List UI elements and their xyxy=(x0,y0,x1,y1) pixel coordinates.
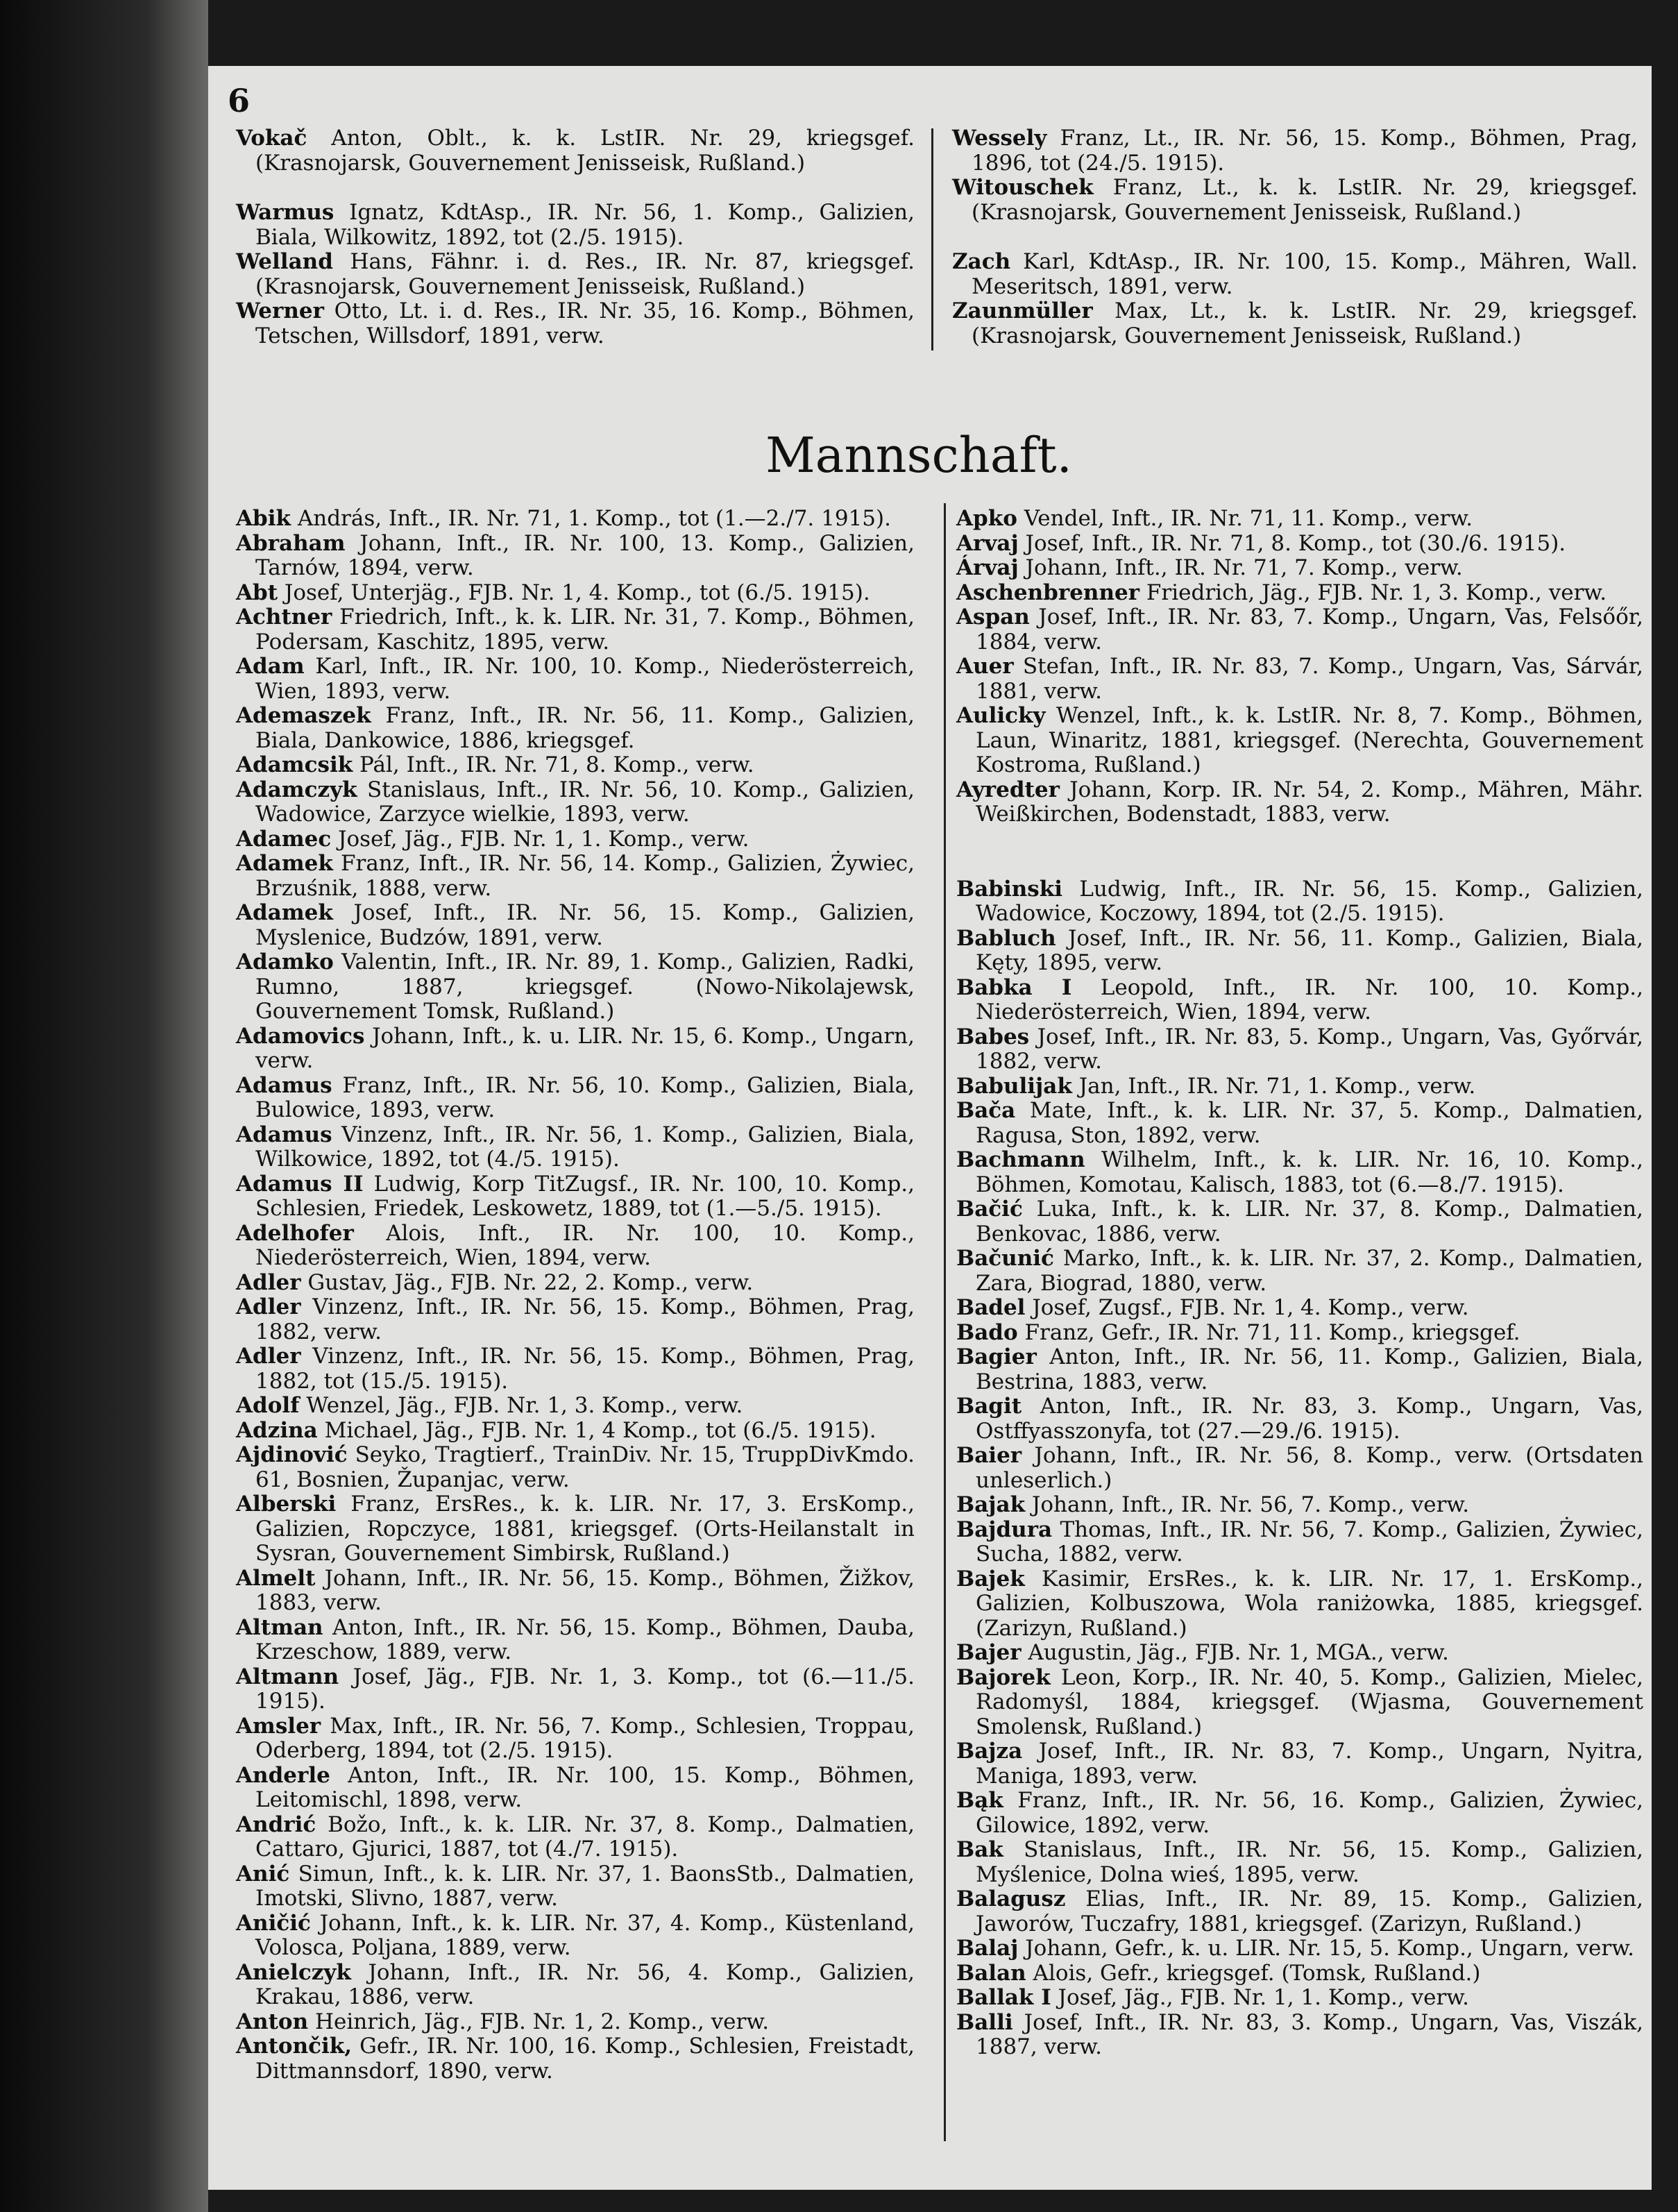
entry-surname: Zach xyxy=(952,249,1011,274)
entry-details: Michael, Jäg., FJB. Nr. 1, 4 Komp., tot (6./5. 1915). xyxy=(317,1417,876,1443)
entry-surname: Adamko xyxy=(236,949,334,974)
entry-details: Vendel, Inft., IR. Nr. 71, 11. Komp., verw. xyxy=(1017,506,1473,531)
roster-entry xyxy=(956,532,1643,557)
entry-details: Johann, Inft., k. k. LIR. Nr. 37, 4. Komp., Küstenland, Volosca, Poljana, 1889, verw. xyxy=(255,1910,915,1960)
entry-surname: Achtner xyxy=(236,605,332,630)
roster-entry xyxy=(956,1345,1643,1394)
entry-details: Josef, Inft., IR. Nr. 56, 11. Komp., Galizien, Biala, Kęty, 1895, verw. xyxy=(976,925,1643,975)
roster-entry xyxy=(956,1444,1643,1493)
entry-details: Johann, Inft., IR. Nr. 56, 15. Komp., Böhmen, Žižkov, 1883, verw. xyxy=(255,1565,915,1615)
entry-surname: Altmann xyxy=(236,1664,339,1689)
roster-entry xyxy=(956,581,1643,606)
entry-surname: Adamus II xyxy=(236,1171,364,1197)
roster-entry xyxy=(236,605,915,655)
entry-details: Stefan, Inft., IR. Nr. 83, 7. Komp., Ungarn, Vas, Sárvár, 1881, verw. xyxy=(976,654,1643,704)
entry-surname: Adamcsik xyxy=(236,752,353,777)
entry-details: Karl, KdtAsp., IR. Nr. 100, 15. Komp., Mähren, Wall. Meseritsch, 1891, verw. xyxy=(972,249,1638,299)
entry-surname: Adamec xyxy=(236,826,332,852)
entry-surname: Alberski xyxy=(236,1492,337,1517)
roster-entry xyxy=(236,1862,915,1911)
roster-entry xyxy=(956,1025,1643,1074)
roster-entry xyxy=(956,1148,1643,1197)
roster-entry xyxy=(236,250,915,299)
entry-surname: Wessely xyxy=(952,126,1047,151)
entry-surname: Vokač xyxy=(236,126,307,151)
entry-surname: Adler xyxy=(236,1269,301,1295)
entry-details: Wilhelm, Inft., k. k. LIR. Nr. 16, 10. Komp., Böhmen, Komotau, Kalisch, 1883, tot (6.—8./7. 1915). xyxy=(976,1147,1643,1197)
roster-entry xyxy=(236,1714,915,1764)
roster-entry xyxy=(236,1295,915,1344)
roster-entry xyxy=(956,1099,1643,1148)
entry-surname: Baier xyxy=(956,1443,1022,1468)
entry-details: Johann, Inft., IR. Nr. 56, 7. Komp., verw. xyxy=(1025,1492,1470,1517)
entry-surname: Abik xyxy=(236,506,291,531)
entry-surname: Welland xyxy=(236,249,333,274)
entry-gap xyxy=(952,225,1638,250)
entry-details: Alois, Gefr., kriegsgef. (Tomsk, Rußland.) xyxy=(1026,1960,1481,1986)
roster-entry xyxy=(956,1936,1643,1961)
entry-surname: Bajorek xyxy=(956,1664,1051,1690)
roster-entry xyxy=(952,126,1638,176)
roster-entry xyxy=(956,1296,1643,1321)
entry-surname: Babulijak xyxy=(956,1073,1072,1099)
entry-surname: Bado xyxy=(956,1319,1018,1345)
entry-details: Franz, Lt., k. k. LstIR. Nr. 29, kriegsgef. (Krasnojarsk, Gouvernement Jenisseisk, Rußland.) xyxy=(972,175,1638,225)
roster-entry xyxy=(236,1443,915,1492)
entry-surname: Ballak I xyxy=(956,1985,1051,2010)
entry-details: Stanislaus, Inft., IR. Nr. 56, 10. Komp., Galizien, Wadowice, Zarzyce wielkie, 1893, verw. xyxy=(255,777,915,827)
entry-surname: Apko xyxy=(956,506,1017,531)
entry-surname: Almelt xyxy=(236,1565,316,1591)
entry-details: Seyko, Tragtierf., TrainDiv. Nr. 15, TruppDivKmdo. 61, Bosnien, Županjac, verw. xyxy=(255,1442,915,1492)
entry-surname: Bačunić xyxy=(956,1246,1054,1271)
roster-entry xyxy=(236,778,915,827)
entry-details: Johann, Inft., IR. Nr. 56, 8. Komp., verw. (Ortsdaten unleserlich.) xyxy=(976,1443,1643,1493)
roster-entry xyxy=(236,2034,915,2084)
entry-surname: Werner xyxy=(236,298,324,323)
entry-details: Elias, Inft., IR. Nr. 89, 15. Komp., Galizien, Jaworów, Tuczafry, 1881, kriegsgef. (Zarizyn, Rußland.) xyxy=(976,1886,1643,1936)
entry-details: Vinzenz, Inft., IR. Nr. 56, 15. Komp., Böhmen, Prag, 1882, verw. xyxy=(255,1294,915,1344)
entry-surname: Bajak xyxy=(956,1492,1026,1517)
entry-surname: Warmus xyxy=(236,200,334,225)
entry-details: Johann, Gefr., k. u. LIR. Nr. 15, 5. Komp., Ungarn, verw. xyxy=(1018,1936,1634,1961)
entry-surname: Anderle xyxy=(236,1762,330,1788)
roster-entry xyxy=(956,1247,1643,1296)
entry-details: Ludwig, Korp TitZugsf., IR. Nr. 100, 10. Komp., Schlesien, Friedek, Leskowetz, 1889, tot (1.—5./5. 1915). xyxy=(255,1171,915,1221)
entry-details: Vinzenz, Inft., IR. Nr. 56, 1. Komp., Galizien, Biala, Wilkowice, 1892, tot (4./5. 1915). xyxy=(255,1122,915,1172)
entry-details: Franz, ErsRes., k. k. LIR. Nr. 17, 3. ErsKomp., Galizien, Ropczyce, 1881, kriegsgef. (Orts-Heilanstalt in Sysran, Gouvernement Simbirsk, Rußland.) xyxy=(255,1492,915,1566)
entry-surname: Adamek xyxy=(236,900,333,925)
entry-surname: Andrić xyxy=(236,1812,316,1837)
entry-surname: Balaj xyxy=(956,1936,1019,1961)
entry-surname: Anton xyxy=(236,2009,309,2034)
entry-surname: Bagier xyxy=(956,1344,1037,1369)
roster-entry xyxy=(236,1567,915,1616)
entry-surname: Adamus xyxy=(236,1122,332,1147)
entry-surname: Anić xyxy=(236,1861,290,1886)
entry-details: Gefr., IR. Nr. 100, 16. Komp., Schlesien, Freistadt, Dittmannsdorf, 1890, verw. xyxy=(255,2034,915,2084)
roster-entry xyxy=(956,1666,1643,1740)
entry-details: Johann, Inft., IR. Nr. 71, 7. Komp., verw. xyxy=(1018,555,1463,580)
entry-surname: Antončik, xyxy=(236,2034,353,2059)
entry-surname: Babluch xyxy=(956,925,1056,951)
entry-details: Johann, Inft., IR. Nr. 100, 13. Komp., Galizien, Tarnów, 1894, verw. xyxy=(255,530,915,580)
entry-details: Anton, Inft., IR. Nr. 56, 11. Komp., Galizien, Biala, Bestrina, 1883, verw. xyxy=(976,1344,1643,1394)
roster-entry xyxy=(956,1986,1643,2011)
entry-surname: Aspan xyxy=(956,605,1030,630)
entry-details: Kasimir, ErsRes., k. k. LIR. Nr. 17, 1. ErsKomp., Galizien, Kolbuszowa, Wola raniżowka, 1885, kriegsgef. (Zarizyn, Rußland.) xyxy=(976,1566,1643,1641)
entry-details: Augustin, Jäg., FJB. Nr. 1, MGA., verw. xyxy=(1021,1640,1449,1665)
entry-gap xyxy=(236,176,915,201)
roster-entry xyxy=(236,1665,915,1714)
entry-surname: Adamus xyxy=(236,1072,332,1098)
entry-surname: Babes xyxy=(956,1024,1030,1049)
entry-surname: Balagusz xyxy=(956,1886,1066,1911)
section-title: Mannschaft. xyxy=(765,427,1072,484)
entry-details: Franz, Inft., IR. Nr. 56, 14. Komp., Galizien, Żywiec, Brzuśnik, 1888, verw. xyxy=(255,851,915,901)
roster-entry xyxy=(236,1616,915,1665)
roster-entry xyxy=(236,901,915,950)
roster-entry xyxy=(956,1321,1643,1346)
column-divider-main xyxy=(944,503,946,2141)
entry-details: Josef, Jäg., FJB. Nr. 1, 3. Komp., tot (6.—11./5. 1915). xyxy=(255,1664,915,1714)
entry-details: Karl, Inft., IR. Nr. 100, 10. Komp., Niederösterreich, Wien, 1893, verw. xyxy=(255,654,915,704)
roster-entry xyxy=(236,1074,915,1123)
entry-surname: Ajdinović xyxy=(236,1442,348,1467)
roster-entry xyxy=(236,1172,915,1222)
entry-details: Josef, Jäg., FJB. Nr. 1, 1. Komp., verw. xyxy=(1051,1985,1470,2010)
entry-surname: Babinski xyxy=(956,876,1062,902)
roster-entry xyxy=(952,299,1638,348)
entry-details: András, Inft., IR. Nr. 71, 1. Komp., tot (1.—2./7. 1915). xyxy=(290,506,891,531)
entry-details: Pál, Inft., IR. Nr. 71, 8. Komp., verw. xyxy=(353,752,754,777)
entry-details: Hans, Fähnr. i. d. Res., IR. Nr. 87, kriegsgef. (Krasnojarsk, Gouvernement Jenisseisk, Rußland.) xyxy=(255,249,915,299)
roster-entry xyxy=(956,1394,1643,1444)
entry-surname: Adler xyxy=(236,1344,301,1369)
entry-details: Heinrich, Jäg., FJB. Nr. 1, 2. Komp., verw. xyxy=(308,2009,770,2034)
roster-entry xyxy=(236,581,915,606)
entry-surname: Aschenbrenner xyxy=(956,580,1140,605)
entry-details: Josef, Jäg., FJB. Nr. 1, 1. Komp., verw. xyxy=(331,826,749,852)
entry-details: Stanislaus, Inft., IR. Nr. 56, 15. Komp., Galizien, Myślenice, Dolna wieś, 1895, verw. xyxy=(976,1837,1643,1887)
roster-entry xyxy=(956,1493,1643,1518)
entry-surname: Adolf xyxy=(236,1393,300,1418)
roster-entry xyxy=(236,753,915,778)
entry-details: Luka, Inft., k. k. LIR. Nr. 37, 8. Komp., Dalmatien, Benkovac, 1886, verw. xyxy=(976,1197,1643,1247)
entry-surname: Adler xyxy=(236,1294,301,1319)
roster-entry xyxy=(236,1813,915,1862)
roster-entry xyxy=(956,605,1643,655)
roster-entry xyxy=(952,250,1638,299)
entry-details: Gustav, Jäg., FJB. Nr. 22, 2. Komp., verw. xyxy=(300,1269,754,1295)
entry-details: Wenzel, Inft., k. k. LstIR. Nr. 8, 7. Komp., Böhmen, Laun, Winaritz, 1881, kriegsgef. (Nerechta, Gouvernement Kostroma, Rußland.) xyxy=(976,703,1643,777)
roster-entry xyxy=(956,1961,1643,1986)
entry-details: Josef, Inft., IR. Nr. 71, 8. Komp., tot (30./6. 1915). xyxy=(1018,530,1566,556)
page-number: 6 xyxy=(228,82,251,119)
roster-entry xyxy=(236,532,915,581)
roster-entry xyxy=(236,1344,915,1394)
entry-surname: Aulicky xyxy=(956,703,1046,728)
roster-entry xyxy=(956,2011,1643,2060)
roster-entry xyxy=(236,852,915,901)
entry-surname: Anielczyk xyxy=(236,1959,351,1985)
entry-details: Franz, Lt., IR. Nr. 56, 15. Komp., Böhmen, Prag, 1896, tot (24./5. 1915). xyxy=(972,126,1638,176)
entry-details: Leon, Korp., IR. Nr. 40, 5. Komp., Galizien, Mielec, Radomyśl, 1884, kriegsgef. (Wjasma, Gouvernement Smolensk, Rußland.) xyxy=(976,1664,1643,1739)
entry-details: Vinzenz, Inft., IR. Nr. 56, 15. Komp., Böhmen, Prag, 1882, tot (15./5. 1915). xyxy=(255,1344,915,1394)
roster-entry xyxy=(236,1764,915,1813)
entry-details: Josef, Inft., IR. Nr. 83, 7. Komp., Ungarn, Nyitra, Maniga, 1893, verw. xyxy=(976,1739,1643,1789)
entry-details: Franz, Inft., IR. Nr. 56, 11. Komp., Galizien, Biala, Dankowice, 1886, kriegsgef. xyxy=(255,703,915,753)
entry-details: Franz, Inft., IR. Nr. 56, 10. Komp., Galizien, Biala, Bulowice, 1893, verw. xyxy=(255,1072,915,1122)
entry-surname: Ademaszek xyxy=(236,703,371,728)
entry-details: Marko, Inft., k. k. LIR. Nr. 37, 2. Komp., Dalmatien, Zara, Biograd, 1880, verw. xyxy=(976,1246,1643,1296)
roster-entry xyxy=(236,1222,915,1271)
entry-surname: Ayredter xyxy=(956,777,1060,802)
roster-entry xyxy=(236,950,915,1024)
roster-entry xyxy=(236,1123,915,1172)
entry-surname: Bača xyxy=(956,1098,1016,1123)
roster-entry xyxy=(236,299,915,348)
entry-details: Božo, Inft., k. k. LIR. Nr. 37, 8. Komp., Dalmatien, Cattaro, Gjurici, 1887, tot (4./7. 1915). xyxy=(255,1812,915,1861)
roster-entry xyxy=(956,877,1643,927)
entry-details: Anton, Inft., IR. Nr. 100, 15. Komp., Böhmen, Leitomischl, 1898, verw. xyxy=(255,1762,915,1812)
entry-surname: Auer xyxy=(956,654,1014,679)
roster-entry xyxy=(236,1394,915,1419)
entry-surname: Bačić xyxy=(956,1197,1023,1222)
men-left-column xyxy=(236,507,915,2084)
entry-surname: Abraham xyxy=(236,530,346,556)
entry-details: Josef, Unterjäg., FJB. Nr. 1, 4. Komp., tot (6./5. 1915). xyxy=(278,580,870,605)
entry-surname: Balan xyxy=(956,1960,1026,1986)
roster-entry xyxy=(236,126,915,176)
entry-details: Anton, Oblt., k. k. LstIR. Nr. 29, kriegsgef. (Krasnojarsk, Gouvernement Jenisseisk, Rußland.) xyxy=(255,126,915,176)
roster-entry xyxy=(956,1074,1643,1099)
roster-entry xyxy=(956,976,1643,1025)
entry-surname: Aničić xyxy=(236,1910,311,1936)
entry-details: Simun, Inft., k. k. LIR. Nr. 37, 1. BaonsStb., Dalmatien, Imotski, Slivno, 1887, verw. xyxy=(255,1861,915,1911)
roster-entry xyxy=(236,1492,915,1567)
entry-details: Otto, Lt. i. d. Res., IR. Nr. 35, 16. Komp., Böhmen, Tetschen, Willsdorf, 1891, verw. xyxy=(255,298,915,348)
roster-entry xyxy=(956,1641,1643,1666)
entry-details: Ignatz, KdtAsp., IR. Nr. 56, 1. Komp., Galizien, Biala, Wilkowitz, 1892, tot (2./5. 1915). xyxy=(255,200,915,250)
officers-left-column xyxy=(236,126,915,348)
entry-details: Max, Inft., IR. Nr. 56, 7. Komp., Schlesien, Troppau, Oderberg, 1894, tot (2./5. 1915). xyxy=(255,1713,915,1763)
roster-entry xyxy=(956,778,1643,827)
column-divider-top xyxy=(931,128,933,351)
roster-entry xyxy=(956,1739,1643,1789)
roster-entry xyxy=(956,507,1643,532)
entry-details: Thomas, Inft., IR. Nr. 56, 7. Komp., Galizien, Żywiec, Sucha, 1882, verw. xyxy=(976,1517,1643,1567)
entry-surname: Árvaj xyxy=(956,555,1019,580)
entry-details: Friedrich, Inft., k. k. LIR. Nr. 31, 7. Komp., Böhmen, Podersam, Kaschitz, 1895, verw. xyxy=(255,605,915,655)
entry-details: Josef, Inft., IR. Nr. 56, 15. Komp., Galizien, Myslenice, Budzów, 1891, verw. xyxy=(255,900,915,950)
entry-surname: Bajek xyxy=(956,1566,1025,1592)
roster-entry xyxy=(956,556,1643,581)
entry-surname: Adam xyxy=(236,654,305,679)
entry-surname: Adamovics xyxy=(236,1023,365,1049)
entry-details: Mate, Inft., k. k. LIR. Nr. 37, 5. Komp., Dalmatien, Ragusa, Ston, 1892, verw. xyxy=(976,1098,1643,1148)
roster-entry xyxy=(236,1024,915,1074)
entry-surname: Arvaj xyxy=(956,530,1019,556)
entry-surname: Adelhofer xyxy=(236,1220,354,1246)
entry-surname: Altman xyxy=(236,1614,323,1640)
entry-details: Wenzel, Jäg., FJB. Nr. 1, 3. Komp., verw. xyxy=(299,1393,743,1418)
entry-surname: Adzina xyxy=(236,1417,318,1443)
entry-surname: Witouschek xyxy=(952,175,1094,200)
entry-details: Friedrich, Jäg., FJB. Nr. 1, 3. Komp., verw. xyxy=(1139,580,1607,605)
roster-entry xyxy=(236,1961,915,2010)
roster-entry xyxy=(236,1271,915,1296)
entry-details: Anton, Inft., IR. Nr. 83, 3. Komp., Ungarn, Vas, Ostffyasszonyfa, tot (27.—29./6. 1915). xyxy=(976,1394,1643,1444)
roster-entry xyxy=(956,1518,1643,1567)
scan-dark-edge xyxy=(0,0,208,2212)
entry-surname: Bajer xyxy=(956,1640,1022,1665)
entry-surname: Bak xyxy=(956,1837,1003,1862)
roster-entry xyxy=(236,201,915,250)
roster-entry xyxy=(236,1911,915,1961)
roster-entry xyxy=(236,2010,915,2035)
men-right-column xyxy=(956,507,1643,2060)
roster-entry xyxy=(952,176,1638,225)
entry-details: Franz, Gefr., IR. Nr. 71, 11. Komp., kriegsgef. xyxy=(1017,1319,1520,1345)
entry-details: Valentin, Inft., IR. Nr. 89, 1. Komp., Galizien, Radki, Rumno, 1887, kriegsgef. (Nowo-Nikolajewsk, Gouvernement Tomsk, Rußland.) xyxy=(255,949,915,1024)
entry-surname: Amsler xyxy=(236,1713,321,1739)
roster-entry xyxy=(236,704,915,753)
roster-entry xyxy=(956,1197,1643,1247)
entry-surname: Zaunmüller xyxy=(952,298,1093,323)
entry-details: Josef, Inft., IR. Nr. 83, 5. Komp., Ungarn, Vas, Győrvár, 1882, verw. xyxy=(976,1024,1643,1074)
roster-entry xyxy=(236,655,915,704)
entry-details: Leopold, Inft., IR. Nr. 100, 10. Komp., Niederösterreich, Wien, 1894, verw. xyxy=(976,974,1643,1024)
roster-entry xyxy=(236,827,915,852)
roster-entry xyxy=(956,1789,1643,1838)
letter-group-gap xyxy=(956,827,1643,877)
entry-surname: Bąk xyxy=(956,1788,1003,1813)
entry-details: Ludwig, Inft., IR. Nr. 56, 15. Komp., Galizien, Wadowice, Koczowy, 1894, tot (2./5. 1915). xyxy=(976,876,1643,926)
roster-entry xyxy=(236,507,915,532)
entry-details: Johann, Inft., k. u. LIR. Nr. 15, 6. Komp., Ungarn, verw. xyxy=(255,1023,915,1073)
entry-details: Alois, Inft., IR. Nr. 100, 10. Komp., Niederösterreich, Wien, 1894, verw. xyxy=(255,1220,915,1270)
roster-entry xyxy=(956,1567,1643,1641)
entry-surname: Badel xyxy=(956,1295,1026,1320)
roster-entry xyxy=(956,704,1643,778)
entry-surname: Babka I xyxy=(956,974,1072,1000)
roster-entry xyxy=(236,1419,915,1444)
entry-details: Anton, Inft., IR. Nr. 56, 15. Komp., Böhmen, Dauba, Krzeschow, 1889, verw. xyxy=(255,1614,915,1664)
entry-details: Max, Lt., k. k. LstIR. Nr. 29, kriegsgef. (Krasnojarsk, Gouvernement Jenisseisk, Rußland.) xyxy=(972,298,1638,348)
officers-right-column xyxy=(952,126,1638,348)
entry-surname: Bachmann xyxy=(956,1147,1085,1172)
entry-surname: Adamek xyxy=(236,851,333,876)
entry-surname: Balli xyxy=(956,2009,1013,2035)
entry-surname: Bajza xyxy=(956,1739,1023,1764)
roster-entry xyxy=(956,1838,1643,1887)
entry-surname: Bagit xyxy=(956,1394,1022,1419)
entry-details: Josef, Inft., IR. Nr. 83, 3. Komp., Ungarn, Vas, Viszák, 1887, verw. xyxy=(976,2009,1643,2059)
entry-surname: Abt xyxy=(236,580,278,605)
entry-details: Johann, Korp. IR. Nr. 54, 2. Komp., Mähren, Mähr. Weißkirchen, Bodenstadt, 1883, verw. xyxy=(976,777,1643,827)
entry-details: Josef, Inft., IR. Nr. 83, 7. Komp., Ungarn, Vas, Felsőőr, 1884, verw. xyxy=(976,605,1643,655)
entry-details: Johann, Inft., IR. Nr. 56, 4. Komp., Galizien, Krakau, 1886, verw. xyxy=(255,1959,915,2009)
entry-details: Josef, Zugsf., FJB. Nr. 1, 4. Komp., verw. xyxy=(1025,1295,1469,1320)
entry-surname: Bajdura xyxy=(956,1517,1053,1542)
roster-entry xyxy=(956,927,1643,976)
entry-details: Jan, Inft., IR. Nr. 71, 1. Komp., verw. xyxy=(1071,1073,1476,1099)
entry-surname: Adamczyk xyxy=(236,777,357,802)
entry-details: Franz, Inft., IR. Nr. 56, 16. Komp., Galizien, Żywiec, Gilowice, 1892, verw. xyxy=(976,1788,1643,1838)
roster-entry xyxy=(956,655,1643,704)
roster-entry xyxy=(956,1887,1643,1936)
